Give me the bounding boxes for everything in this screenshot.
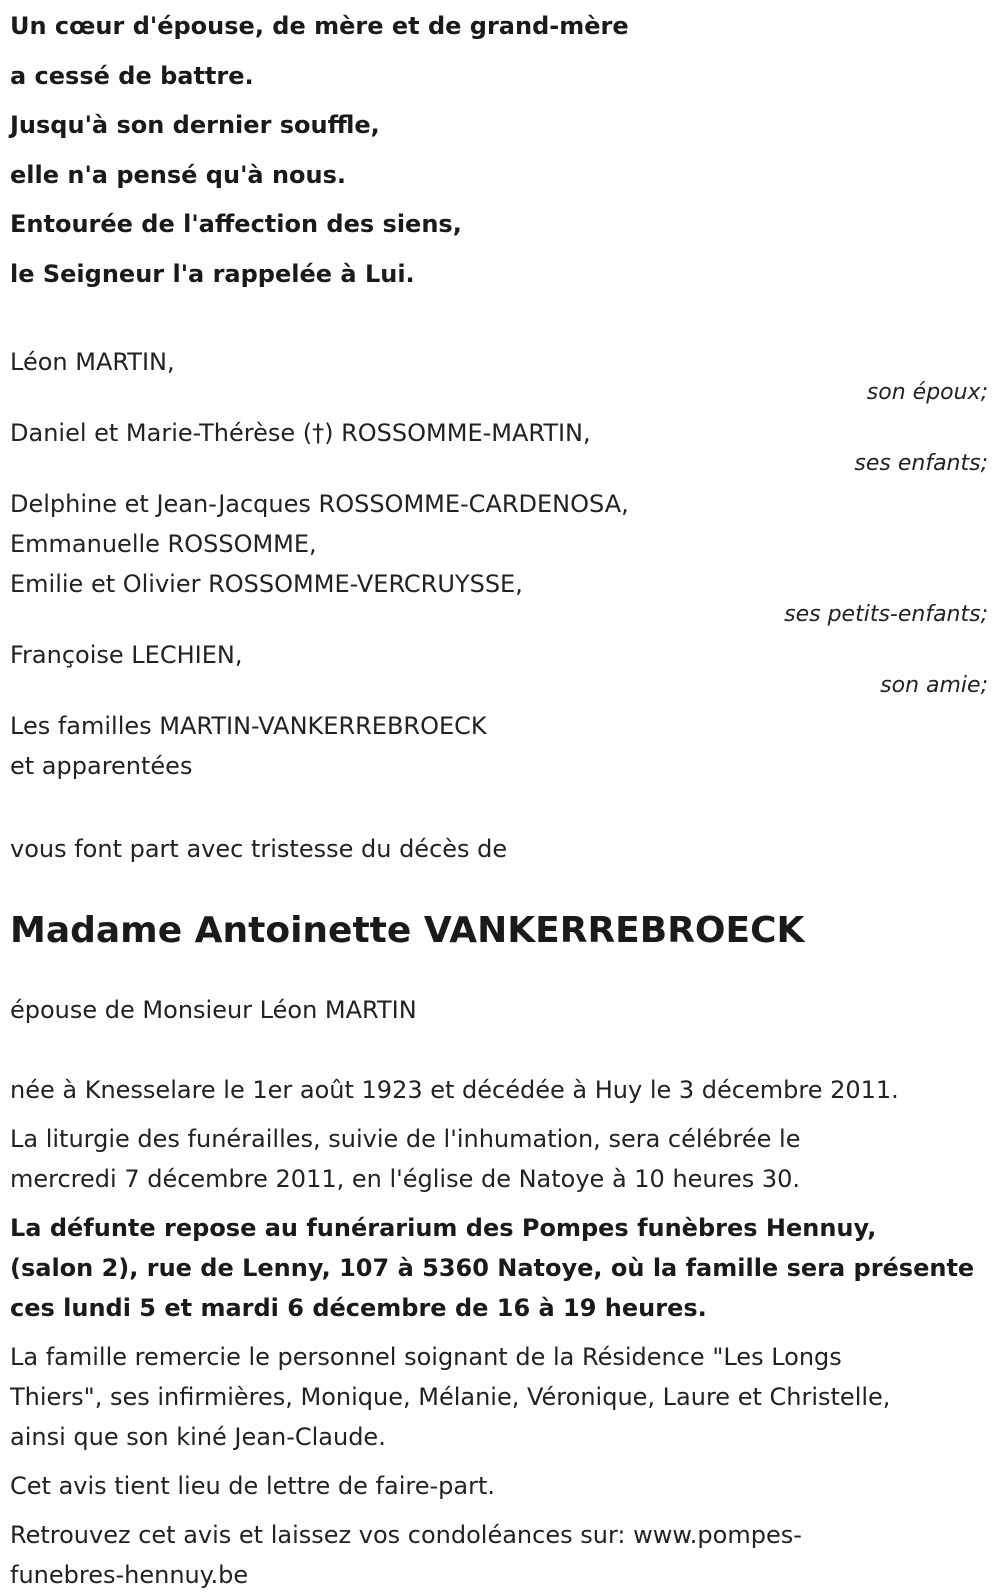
intro-line: Entourée de l'affection des siens, [10, 210, 462, 238]
funeral-line: mercredi 7 décembre 2011, en l'église de Natoye à 10 heures 30. [10, 1165, 801, 1193]
spouse-name: Léon MARTIN, [10, 348, 175, 376]
condolences-line: Retrouvez cet avis et laissez vos condoléances sur: www.pompes- [10, 1521, 802, 1549]
grandchild-name: Delphine et Jean-Jacques ROSSOMME-CARDENOSA, [10, 490, 629, 518]
friend-name: Françoise LECHIEN, [10, 641, 243, 669]
repose-line: (salon 2), rue de Lenny, 107 à 5360 Natoye, où la famille sera présente [10, 1254, 975, 1282]
birth-death-line: née à Knesselare le 1er août 1923 et décédée à Huy le 3 décembre 2011. [10, 1076, 899, 1104]
thanks-line: La famille remercie le personnel soignant de la Résidence "Les Longs [10, 1343, 842, 1371]
friend-relation: son amie; [880, 673, 988, 698]
grandchildren-relation: ses petits-enfants; [784, 602, 988, 627]
spouse-relation: son époux; [866, 380, 988, 405]
intro-line: Jusqu'à son dernier souffle, [10, 111, 380, 139]
grandchild-name: Emilie et Olivier ROSSOMME-VERCRUYSSE, [10, 570, 523, 598]
spouse-of: épouse de Monsieur Léon MARTIN [10, 996, 417, 1024]
families-line: Les familles MARTIN-VANKERREBROECK [10, 712, 487, 740]
family-list [10, 342, 988, 786]
announcement: vous font part avec tristesse du décès de [10, 835, 508, 863]
repose-paragraph [10, 1208, 988, 1328]
intro-line: Un cœur d'épouse, de mère et de grand-mère [10, 12, 629, 40]
thanks-line: ainsi que son kiné Jean-Claude. [10, 1423, 386, 1451]
intro-verse [10, 8, 988, 305]
repose-line: La défunte repose au funérarium des Pompes funèbres Hennuy, [10, 1214, 877, 1242]
funeral-paragraph [10, 1119, 988, 1199]
condolences-line: funebres-hennuy.be [10, 1561, 249, 1589]
condolences-paragraph [10, 1515, 988, 1595]
thanks-line: Thiers", ses infirmières, Monique, Mélanie, Véronique, Laure et Christelle, [10, 1383, 891, 1411]
notice-line: Cet avis tient lieu de lettre de faire-part. [10, 1472, 495, 1500]
funeral-line: La liturgie des funérailles, suivie de l'inhumation, sera célébrée le [10, 1125, 801, 1153]
children-names: Daniel et Marie-Thérèse (†) ROSSOMME-MARTIN, [10, 419, 591, 447]
grandchild-name: Emmanuelle ROSSOMME, [10, 530, 317, 558]
children-relation: ses enfants; [854, 451, 988, 476]
deceased-name: Madame Antoinette VANKERREBROECK [10, 910, 805, 951]
families-line: et apparentées [10, 752, 193, 780]
repose-line: ces lundi 5 et mardi 6 décembre de 16 à 19 heures. [10, 1294, 707, 1322]
thanks-paragraph [10, 1337, 988, 1457]
intro-line: le Seigneur l'a rappelée à Lui. [10, 259, 415, 288]
obituary-content [10, 0, 988, 1595]
intro-line: a cessé de battre. [10, 61, 254, 90]
intro-line: elle n'a pensé qu'à nous. [10, 160, 347, 189]
